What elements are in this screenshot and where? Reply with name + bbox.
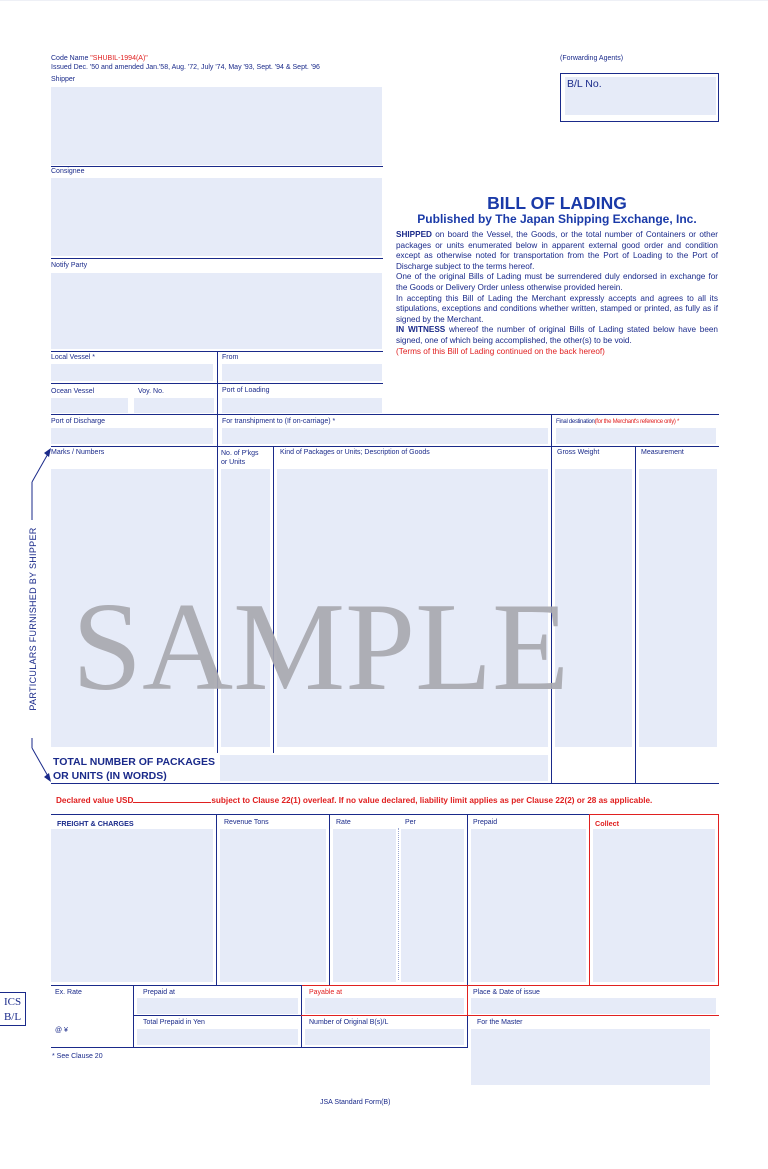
- transhipment-label: For transhipment to (If on-carriage) *: [222, 418, 336, 425]
- divider: [718, 814, 719, 985]
- revenue-tons-label: Revenue Tons: [224, 819, 269, 826]
- footer-form-name: JSA Standard Form(B): [320, 1099, 391, 1106]
- voy-no-field[interactable]: [134, 398, 214, 413]
- particulars-side-label: PARTICULARS FURNISHED BY SHIPPER: [28, 527, 38, 711]
- divider: [133, 1015, 301, 1016]
- voy-no-label: Voy. No.: [138, 388, 164, 395]
- divider: [51, 985, 301, 986]
- prepaid-field[interactable]: [471, 829, 586, 982]
- port-of-discharge-label: Port of Discharge: [51, 418, 106, 425]
- forwarding-agents-label: (Forwarding Agents): [560, 55, 624, 62]
- notify-party-field[interactable]: [51, 273, 382, 349]
- port-of-loading-label: Port of Loading: [222, 387, 270, 394]
- ocean-vessel-label: Ocean Vessel: [51, 388, 95, 395]
- terms-text: SHIPPED on board the Vessel, the Goods, or the total number of Containers or other packages or units enumerated below in apparent external good order and condition except as otherwise noted for transportation from the Port of Loading to the Port of Discharge subject to the terms hereof. One of the original Bills of Lading must be surrendered duly endorsed in exchange for the Goods or Delivery Order unless otherwise provided herein. In accepting this Bill of Lading the Merchant expressly accepts and agrees to all its stipulations, exceptions and conditions whether written, stamped or printed, as fully as if signed by the Merchant. IN WITNESS whereof the number of original Bills of Lading stated below have been signed, one of which being accomplished, the other(s) to be void. (Terms of this Bill of Lading continued on the back hereof): [396, 230, 718, 356]
- divider: [217, 383, 218, 416]
- yen-rate-label: @ ¥: [55, 1027, 68, 1034]
- revenue-tons-field[interactable]: [220, 829, 326, 982]
- divider: [301, 985, 719, 986]
- no-of-packages-label: No. of P'kgs or Units: [221, 450, 259, 466]
- for-the-master-label: For the Master: [477, 1019, 523, 1026]
- divider: [467, 985, 468, 1016]
- divider: [51, 166, 383, 167]
- gross-weight-label: Gross Weight: [557, 449, 600, 456]
- from-field[interactable]: [222, 364, 382, 381]
- transhipment-field[interactable]: [222, 428, 548, 444]
- freight-field[interactable]: [51, 829, 213, 982]
- local-vessel-field[interactable]: [51, 364, 213, 381]
- number-of-originals-label: Number of Original B(s)/L: [309, 1019, 389, 1026]
- divider: [467, 1016, 468, 1047]
- ocean-vessel-field[interactable]: [51, 398, 128, 413]
- per-field[interactable]: [401, 829, 464, 982]
- divider: [51, 1047, 468, 1048]
- bl-no-label: B/L No.: [567, 78, 602, 90]
- final-destination-label: Final destination(for the Merchant's reference only) *: [556, 419, 680, 425]
- divider: [551, 414, 552, 446]
- payable-at-label: Payable at: [309, 989, 343, 996]
- description-label: Kind of Packages or Units; Description of Goods: [280, 449, 430, 456]
- collect-label: Collect: [595, 819, 619, 828]
- consignee-field[interactable]: [51, 178, 382, 256]
- port-of-loading-field[interactable]: [222, 398, 382, 413]
- rate-field[interactable]: [333, 829, 396, 982]
- per-label: Per: [405, 819, 416, 826]
- from-label: From: [222, 354, 239, 361]
- place-date-label: Place & Date of issue: [473, 989, 540, 996]
- total-prepaid-field[interactable]: [137, 1029, 298, 1045]
- prepaid-label: Prepaid: [473, 819, 498, 826]
- document-title: BILL OF LADING: [487, 193, 627, 213]
- consignee-label: Consignee: [51, 168, 85, 175]
- notify-party-label: Notify Party: [51, 262, 88, 269]
- local-vessel-label: Local Vessel *: [51, 354, 95, 361]
- total-packages-field[interactable]: [220, 755, 548, 781]
- divider: [589, 814, 719, 815]
- rate-label: Rate: [336, 819, 351, 826]
- marks-numbers-label: Marks / Numbers: [51, 449, 105, 456]
- ex-rate-label: Ex. Rate: [55, 989, 82, 996]
- publisher: Published by The Japan Shipping Exchange, Inc.: [417, 212, 697, 226]
- shipper-field[interactable]: [51, 87, 382, 165]
- freight-charges-label: FREIGHT & CHARGES: [57, 819, 134, 828]
- divider: [329, 814, 330, 985]
- divider: [51, 446, 719, 447]
- divider: [217, 351, 218, 383]
- total-packages-label: TOTAL NUMBER OF PACKAGES OR UNITS (IN WORDS): [53, 756, 215, 782]
- divider: [301, 1015, 719, 1016]
- divider: [635, 446, 636, 783]
- measurement-label: Measurement: [641, 449, 684, 456]
- measurement-field[interactable]: [639, 469, 717, 747]
- declared-value-text: Declared value USD subject to Clause 22(1) overleaf. If no value declared, liability limit applies as per Clause 22(2) or 28 as applicable.: [56, 796, 653, 805]
- prepaid-at-field[interactable]: [137, 998, 298, 1014]
- prepaid-at-label: Prepaid at: [143, 989, 175, 996]
- divider: [589, 814, 590, 985]
- divider: [217, 414, 218, 446]
- sample-watermark: SAMPLE: [72, 578, 570, 717]
- port-of-discharge-field[interactable]: [51, 428, 213, 444]
- divider: [51, 814, 589, 815]
- number-of-originals-field[interactable]: [305, 1029, 464, 1045]
- clause-note: * See Clause 20: [52, 1053, 103, 1060]
- divider: [467, 814, 468, 985]
- top-divider: [0, 0, 768, 1]
- issued-history: Issued Dec. '50 and amended Jan.'58, Aug. '72, July '74, May '93, Sept. '94 & Sept. '96: [51, 64, 320, 71]
- code-name: Code Name "SHUBIL-1994(A)": [51, 55, 148, 62]
- divider: [51, 783, 719, 784]
- master-signature-field[interactable]: [471, 1029, 710, 1085]
- total-prepaid-label: Total Prepaid in Yen: [143, 1019, 205, 1026]
- divider: [301, 985, 302, 1047]
- final-destination-field[interactable]: [556, 428, 716, 444]
- divider: [216, 814, 217, 985]
- place-date-field[interactable]: [471, 998, 716, 1014]
- collect-field[interactable]: [593, 829, 715, 982]
- bl-no-box: [560, 73, 719, 122]
- divider: [133, 985, 134, 1047]
- shipper-label: Shipper: [51, 76, 76, 83]
- divider: [51, 414, 719, 415]
- ics-bl-box: ICS B/L: [0, 992, 26, 1026]
- divider: [398, 828, 399, 980]
- divider: [51, 258, 383, 259]
- payable-at-field[interactable]: [305, 998, 464, 1014]
